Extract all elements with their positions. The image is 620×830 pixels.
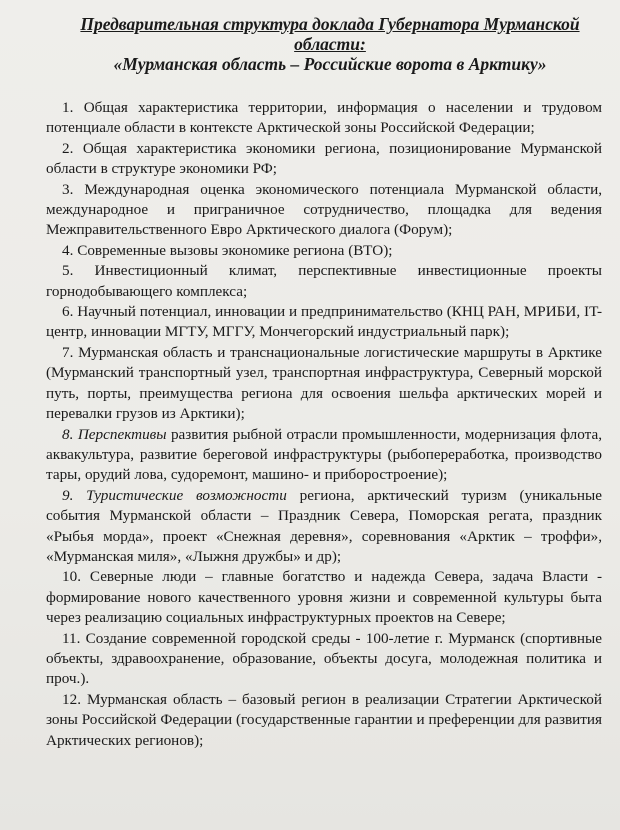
list-item bbox=[46, 139, 602, 180]
item-number: 7. bbox=[62, 343, 74, 361]
header-title-line-2: области: bbox=[294, 34, 366, 54]
item-number: 9. bbox=[62, 486, 74, 504]
item-number: 11. bbox=[62, 629, 81, 647]
item-text: Мурманская область и транснациональные логистические маршруты в Арктике (Мурманский транспортный узел, транспортная инфраструктура, Северный морской путь, порты, преимущества региона для освоения шельфа арктических морей и перевалки грузов из Арктики); bbox=[46, 343, 603, 423]
header-subtitle: «Мурманская область – Российские ворота в Арктику» bbox=[113, 54, 547, 74]
list-item bbox=[46, 241, 602, 261]
item-number: 12. bbox=[62, 690, 81, 708]
list-item bbox=[46, 567, 602, 628]
item-lead: Перспективы bbox=[77, 425, 167, 443]
item-number: 10. bbox=[62, 568, 81, 586]
item-text: Создание современной городской среды - 100-летие г. Мурманск (спортивные объекты, здравоохранение, образование, объекты досуга, молодежная политика и проч.). bbox=[46, 629, 603, 688]
item-number: 4. bbox=[62, 241, 74, 259]
item-number: 8. bbox=[62, 425, 74, 443]
header-title-line-1: Предварительная структура доклада Губернатора Мурманской bbox=[80, 14, 580, 34]
item-text: Современные вызовы экономике региона (ВТО); bbox=[77, 241, 393, 259]
item-text: Общая характеристика территории, информация о населении и трудовом потенциале области в контексте Арктической зоны Российской Федерации; bbox=[46, 99, 602, 137]
item-number: 1. bbox=[62, 99, 74, 116]
list-item bbox=[46, 98, 602, 139]
list-item bbox=[46, 629, 602, 690]
item-text: Международная оценка экономического потенциала Мурманской области, международное и приграничное сотрудничество, площадка для ведения Межправительственного Евро Арктического диалога (Форум); bbox=[46, 180, 602, 239]
list-item bbox=[46, 180, 602, 241]
item-text: Мурманская область – базовый регион в реализации Стратегии Арктической зоны Российской Федерации (государственные гарантии и преференции для развития Арктических регионов); bbox=[46, 690, 602, 749]
document-body bbox=[46, 98, 602, 751]
item-text: Научный потенциал, инновации и предпринимательство (КНЦ РАН, МРИБИ, IT-центр, инновации МГТУ, МГГУ, Мончегорский индустриальный парк); bbox=[46, 303, 603, 341]
item-text: развития рыбной отрасли промышленности, модернизация флота, аквакультура, развитие береговой инфраструктуры (рыбопереработка, производство тары, орудий лова, судоремонт, машино- и приборостроение); bbox=[46, 425, 602, 484]
item-text: Инвестиционный климат, перспективные инвестиционные проекты горнодобывающего комплекса; bbox=[46, 262, 602, 300]
item-lead: Туристические возможности bbox=[86, 486, 287, 504]
item-number: 6. bbox=[62, 303, 74, 321]
document-header bbox=[60, 14, 600, 74]
list-item bbox=[46, 690, 602, 751]
list-item bbox=[46, 425, 602, 486]
item-text: Общая характеристика экономики региона, позиционирование Мурманской области в структуре экономики РФ; bbox=[46, 139, 602, 178]
item-text: региона, арктический туризм (уникальные события Мурманской области – Праздник Севера, Поморская регата, праздник «Рыбья морда», проект «Снежная деревня», соревнования «Арктик – троффи», «Мурманская миля», «Лыжня дружбы» и др); bbox=[46, 486, 602, 565]
item-number: 2. bbox=[62, 139, 74, 157]
item-text: Северные люди – главные богатство и надежда Севера, задача Власти - формирование нового качественного уровня жизни и современной культуры быта через реализацию социальных инфраструктурных проектов на Севере; bbox=[46, 568, 603, 627]
list-item bbox=[46, 343, 602, 425]
list-item bbox=[46, 302, 602, 343]
item-number: 3. bbox=[62, 180, 74, 198]
item-number: 5. bbox=[62, 262, 74, 280]
list-item bbox=[46, 261, 602, 302]
list-item bbox=[46, 486, 602, 568]
